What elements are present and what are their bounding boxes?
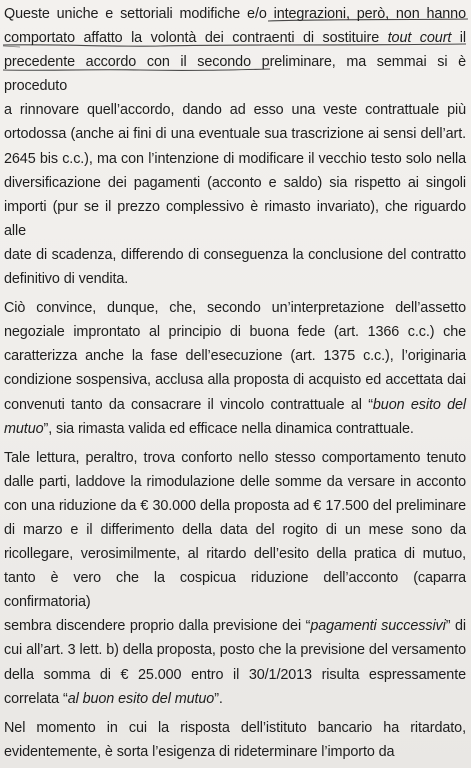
text-line: condizione sospensiva, acclusa alla proposta di acquisto ed accettata dai	[4, 372, 466, 389]
italic-text: al buon esito del mutuo	[67, 690, 215, 707]
text-line: tanto è vero che la cospicua riduzione dell’acconto (caparra confirmatoria)	[4, 570, 466, 611]
text-line: importi (pur se il prezzo complessivo è rimasto invariato), che riguardo alle	[4, 198, 466, 239]
text-line: sembra discendere proprio dalla previsione dei “pagamenti successivi” di	[4, 618, 466, 635]
text-line: Nel momento in cui la risposta dell’istituto bancario ha ritardato,	[4, 719, 466, 736]
text-line: convenuti tanto da consacrare il vincolo contrattuale al “buon esito del	[4, 396, 466, 413]
document-body	[4, 2, 466, 764]
text-line: mutuo”, sia rimasta valida ed efficace nella dinamica contrattuale.	[4, 420, 414, 437]
text-line: Tale lettura, peraltro, trova conforto nello stesso comportamento tenuto	[4, 449, 466, 466]
text-line: Queste uniche e settoriali modifiche e/o integrazioni, però, non hanno	[4, 6, 466, 22]
text-line: diversificazione dei pagamenti (acconto e saldo) sia rispetto ai singoli	[4, 174, 466, 191]
paragraph	[4, 2, 466, 291]
text-line: date di scadenza, differendo di conseguenza la conclusione del contratto	[4, 246, 466, 263]
text-line: definitivo di vendita.	[4, 271, 129, 288]
paragraph	[4, 296, 466, 441]
italic-text: pagamenti successivi	[310, 618, 446, 635]
italic-text: buon esito del	[372, 396, 466, 413]
paragraph	[4, 446, 466, 711]
text-line: caratterizza anche la fase dell’esecuzione (art. 1375 c.c.), l’originaria	[4, 348, 466, 365]
text-line: 2645 bis c.c.), ma con l’intenzione di modificare il vecchio testo solo nella	[4, 150, 466, 167]
paragraph	[4, 716, 466, 764]
italic-text: mutuo	[4, 420, 44, 437]
text-line: di marzo e il differimento della data del rogito di un mese sono da	[4, 521, 466, 538]
text-line: ricollegare, verosimilmente, al ritardo dell’esito della pratica di mutuo,	[4, 546, 466, 563]
text-line: evidentemente, è sorta l’esigenza di rideterminare l’importo da	[4, 743, 395, 760]
text-line: precedente accordo con il secondo preliminare, ma semmai si è proceduto	[4, 54, 466, 95]
text-line: Ciò convince, dunque, che, secondo un’interpretazione dell’assetto	[4, 300, 466, 317]
text-line: dalle parti, laddove la rimodulazione delle somme da versare in acconto	[4, 473, 466, 490]
italic-text: tout court	[387, 30, 452, 47]
text-line: con una riduzione da € 30.000 della proposta ad € 17.500 del preliminare	[4, 497, 466, 514]
text-line: correlata “al buon esito del mutuo”.	[4, 690, 223, 707]
text-line: della somma di € 25.000 entro il 30/1/2013 risulta espressamente	[4, 666, 466, 683]
text-line: a rinnovare quell’accordo, dando ad esso una veste contrattuale più	[4, 102, 466, 119]
text-line: comportato affatto la volontà dei contraenti di sostituire tout court il	[4, 30, 467, 47]
text-line: ortodossa (anche ai fini di una eventuale sua trascrizione ai sensi dell’art.	[4, 126, 466, 143]
text-line: cui all’art. 3 lett. b) della proposta, posto che la previsione del versamento	[4, 642, 466, 659]
text-line: negoziale improntato al principio di buona fede (art. 1366 c.c.) che	[4, 324, 466, 341]
